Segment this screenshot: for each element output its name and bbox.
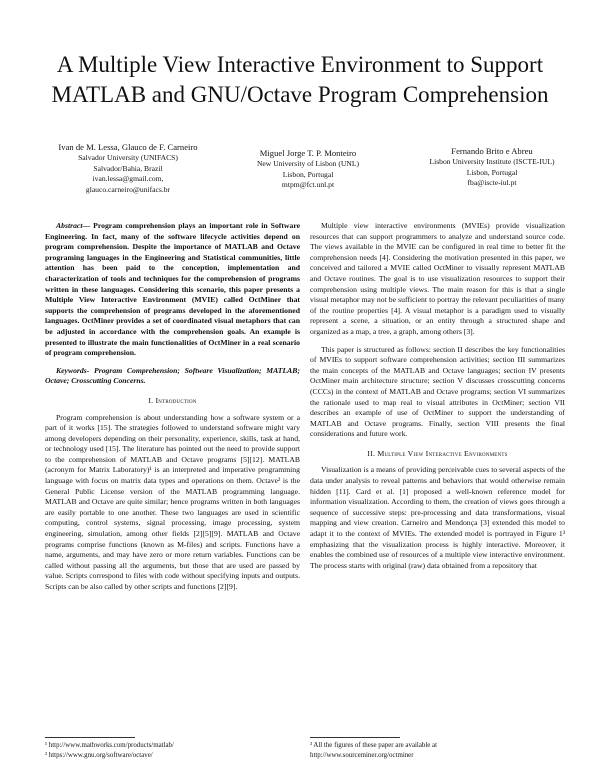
footnote-3-url: http://www.sourceminer.org/octminer [310,752,414,759]
intro-paragraph: Program comprehension is about understanding how a software system or a part of it works [15]. The strategies followed to understand software might vary among developers depending on their personality, experience, skills, task at hand, or technology used [15]. The literature has pointed out the need to provide support to the comprehension of MATLAB and Octave programs [5][12]. MATLAB (acronym for Matrix Laboratory)¹ is an interpreted and imperative programming language with focus on matrix data types and operations on them. Octave² is the General Public License version of the MATLAB programming language. MATLAB and Octave are quite similar; hence programs written in both languages are easily portable to one another. These two languages are used in scientific computing, control systems, signal processing, image processing, system engineering, simulation, among other fields [2][5][9]. MATLAB and Octave programs comprise functions (known as M-files) and scripts. Functions have a name, arguments, and may have zero or more return variables. Functions can be called without passing all the arguments, but those that are used are passed by value. Scripts correspond to files with code without specifying inputs and outputs. Scripts can be also called by other scripts and functions [2][9]. [45,412,300,591]
author-3-name: Fernando Brito e Abreu [451,146,533,156]
section-number: II. [367,448,376,458]
footnote-3: ³ All the figures of these paper are available at [310,742,437,749]
footnote-rule-left [45,737,135,738]
title-line-1: A Multiple View Interactive Environment to Support [56,52,544,77]
footnotes-left [45,741,174,761]
structure-paragraph: This paper is structured as follows: section II describes the key functionalities of MVIEs to support software comprehension activities; section III summarizes the main concepts of the MATLAB and Octave languages; section IV presents OctMiner main architecture structure; section V discusses crosscutting concerns (CCCs) in the context of MATLAB and Octave programs; section VI summarizes the rationale used to map real to visual attributes in OctMiner; section VII describes an example of use of OctMiner to support the understanding of MATLAB and Octave programs. Finally, section VIII presents the final considerations and future work. [310,344,565,439]
left-column [45,221,300,593]
section-heading-mvie [310,449,565,460]
mvie-paragraph-1: Multiple view interactive environments (MVIEs) provide visualization resources that can support programmers to analyze and understand source code. The views available in the MVIE can be configured in real time to better fit the comprehension needs [4]. Considering the motivation presented in this paper, we conceived and tailored a MVIE called OctMiner to visually represent MATLAB and Octave routines. The goal is to use visualization resources to support their comprehension using multiple views. The main reason for this is that a single visual metaphor may not be sufficient to portray the relevant peculiarities of many of the routine properties [4]. A visual metaphor is a paradigm used to visually represent a scene, a situation, or an entity through a structured shape and organized as a map, a tree, a graph, among others [3]. [310,221,565,336]
paper-title [30,50,570,110]
author-2 [208,148,408,191]
author-1-location: Salvador/Bahia, Brazil [93,163,163,173]
author-2-name: Miguel Jorge T. P. Monteiro [259,148,357,158]
footnotes-right [310,741,437,761]
author-3-location: Lisbon, Portugal [466,167,518,177]
author-3 [392,146,592,189]
abstract-text: Program comprehension plays an important role in Software Engineering. In fact, many of the software lifecycle activities depend on program comprehension. Despite the importance of MATLAB and Octave programing languages in the Engineering and Statistical communities, little attention has been paid to the conception, implementation and characterization of tools and techniques for the comprehension of programs written in these languages. Considering this scenario, this paper presents a Multiple View Interactive Environment (MVIE) called OctMiner that supports the comprehension of programs developed in the aforementioned languages. OctMiner provides a set of coordinated visual metaphors that can be adjusted in accordance with the comprehension goals. An example is presented to illustrate the main functionalities of OctMiner in a real scenario of program comprehension. [45,221,300,358]
author-2-location: Lisbon, Portugal [282,169,334,179]
footnote-2: ² https://www.gnu.org/software/octave/ [45,752,153,759]
section-title: Multiple View Interactive Environments [377,448,508,458]
section-heading-introduction [45,396,300,407]
keywords: Keywords- Program Comprehension; Software Visualization; MATLAB; Octave; Crosscutting Concerns. [45,365,300,386]
title-line-2: MATLAB and GNU/Octave Program Comprehension [51,82,549,107]
right-column [310,221,565,571]
footnote-1: ¹ http://www.mathworks.com/products/matlab/ [45,742,174,749]
section-number: I. [148,395,154,405]
abstract-label: Abstract— [56,221,91,230]
footnote-rule-right [310,737,400,738]
author-1-name: Ivan de M. Lessa, Glauco de F. Carneiro [58,142,198,152]
author-1 [28,142,228,195]
author-2-affiliation: New University of Lisbon (UNL) [256,159,360,168]
mvie-paragraph-2: Visualization is a means of providing perceivable cues to several aspects of the data under analysis to reveal patterns and behaviors that would otherwise remain hidden [11]. Card et al. [1] proposed a well-known reference model for information visualization. According to them, the creation of views goes through a sequence of successive steps: pre-processing and data transformations, visual mapping and view creation. Carneiro and Mendonça [3] extended this model to adapt it to the context of MVIEs. The extended model is portrayed in Figure 1³ emphasizing that the visualization process is highly interactive. Moreover, it enables the combined use of resources of a multiple view interactive environment. The process starts with original (raw) data obtained from a repository that [310,465,565,570]
author-3-email: fba@iscte-iul.pt [467,178,517,188]
author-3-affiliation: Lisbon University Institute (ISCTE-IUL) [429,157,555,166]
author-1-email-2: glauco.carneiro@unifacs.br [85,184,171,194]
author-2-email: mtpm@fct.unl.pt [281,180,335,190]
author-1-affiliation: Salvador University (UNIFACS) [78,153,178,162]
abstract [45,221,300,359]
author-1-email-1: ivan.lessa@gmail.com, [92,174,164,184]
section-title: Introduction [155,395,197,405]
